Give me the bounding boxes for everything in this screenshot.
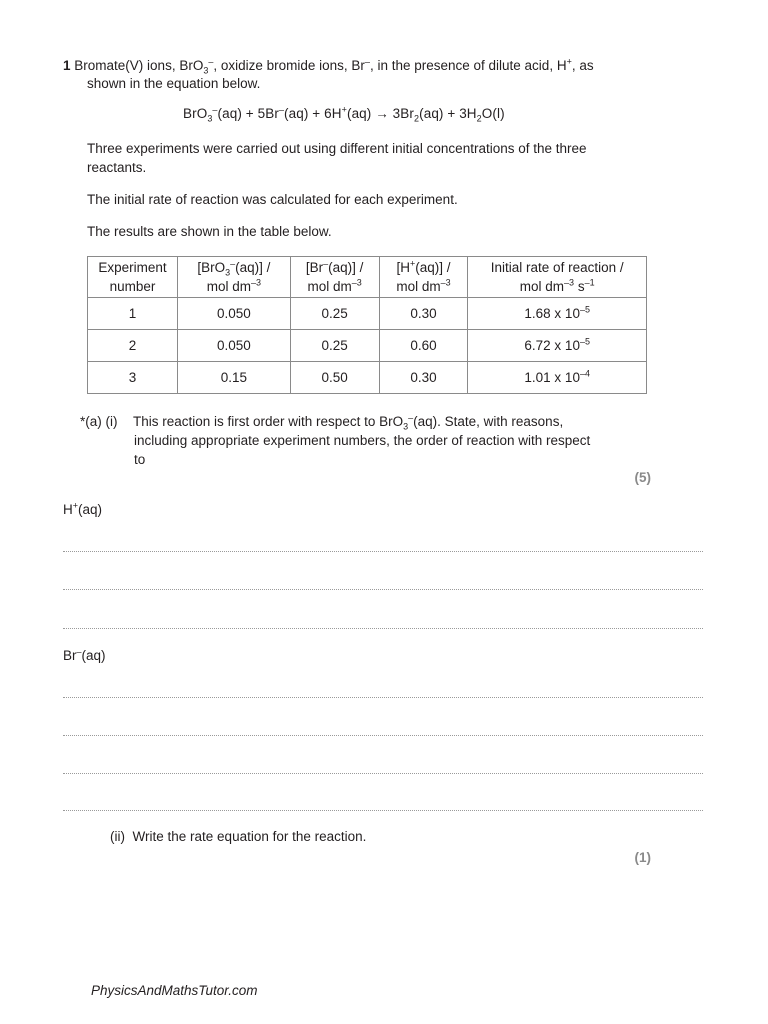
header-bro3: [BrO$_3$–(aq)] / mol $dm^{-3}$ bbox=[177, 257, 290, 298]
cell-exp: 2 bbox=[88, 330, 178, 362]
part-a-ii-question bbox=[110, 829, 366, 844]
cell-br: 0.25 bbox=[290, 298, 379, 330]
answer-line[interactable] bbox=[63, 810, 703, 811]
eq-part: (aq) → 3Br bbox=[346, 106, 414, 121]
footer-source: PhysicsAndMathsTutor.com bbox=[91, 983, 258, 998]
part-a-ii-text: Write the rate equation for the reaction. bbox=[132, 829, 367, 844]
eq-part: (aq) + 5Br bbox=[217, 106, 279, 121]
answer-line[interactable] bbox=[63, 773, 703, 774]
results-table bbox=[87, 256, 647, 394]
part-a-i-question bbox=[80, 412, 640, 469]
header-br: [Br–(aq)] / mol $dm^{-3}$ bbox=[290, 257, 379, 298]
header-h: [H+(aq)] / mol $dm^{-3}$ bbox=[379, 257, 468, 298]
answer-line[interactable] bbox=[63, 551, 703, 552]
cell-bro3: 0.050 bbox=[177, 298, 290, 330]
marks-part-ii: (1) bbox=[634, 850, 651, 865]
eq-part: BrO bbox=[183, 106, 208, 121]
chemical-equation bbox=[183, 104, 505, 124]
intro-text-1b: , oxidize bromide ions, Br bbox=[213, 58, 365, 73]
intro-sub: 3 bbox=[203, 65, 209, 76]
part-a-sup: – bbox=[408, 412, 414, 423]
paragraph-results: The results are shown in the table below. bbox=[87, 224, 332, 239]
intro-text-2: shown in the equation below. bbox=[87, 76, 261, 91]
species-h-label: H+(aq) bbox=[63, 500, 103, 517]
marks-part-a: (5) bbox=[634, 470, 651, 485]
eq-sup: – bbox=[212, 104, 218, 115]
cell-rate: 1.68 x $10^{-5}$ bbox=[468, 298, 647, 330]
question-intro bbox=[63, 57, 663, 93]
cell-br: 0.25 bbox=[290, 330, 379, 362]
eq-sub: 2 bbox=[414, 113, 420, 124]
intro-text-1c: , in the presence of dilute acid, H bbox=[369, 58, 567, 73]
eq-part: (aq) + 6H bbox=[284, 106, 342, 121]
question-number: 1 bbox=[63, 58, 71, 73]
eq-part: (aq) + 3H bbox=[419, 106, 477, 121]
cell-h: 0.60 bbox=[379, 330, 468, 362]
part-a-ii-label: (ii) bbox=[110, 829, 125, 844]
eq-sub: 3 bbox=[207, 113, 213, 124]
part-a-text-line2: including appropriate experiment numbers, the order of reaction with respect bbox=[134, 433, 591, 448]
intro-sup: – bbox=[208, 56, 214, 67]
table-row bbox=[88, 362, 647, 394]
eq-sub: 2 bbox=[476, 113, 482, 124]
header-experiment: Experiment number bbox=[88, 257, 178, 298]
cell-h: 0.30 bbox=[379, 362, 468, 394]
part-a-i-label: *(a) (i) bbox=[80, 414, 118, 429]
answer-line[interactable] bbox=[63, 697, 703, 698]
intro-text-1: Bromate(V) ions, BrO bbox=[74, 58, 204, 73]
answer-line[interactable] bbox=[63, 735, 703, 736]
eq-part: O(l) bbox=[481, 106, 505, 121]
header-rate: Initial rate of reaction / mol $dm^{-3}$ $s^{-1}$ bbox=[468, 257, 647, 298]
intro-text-1d: , as bbox=[571, 58, 594, 73]
intro-sup-3: + bbox=[566, 56, 572, 67]
cell-rate: 1.01 x $10^{-4}$ bbox=[468, 362, 647, 394]
table-row bbox=[88, 330, 647, 362]
part-a-text-line3: to bbox=[134, 452, 146, 467]
part-a-sub: 3 bbox=[403, 421, 409, 432]
cell-exp: 3 bbox=[88, 362, 178, 394]
cell-exp: 1 bbox=[88, 298, 178, 330]
cell-rate: 6.72 x $10^{-5}$ bbox=[468, 330, 647, 362]
species-br-label: Br–(aq) bbox=[63, 646, 106, 663]
cell-bro3: 0.050 bbox=[177, 330, 290, 362]
cell-bro3: 0.15 bbox=[177, 362, 290, 394]
answer-line[interactable] bbox=[63, 589, 703, 590]
paragraph-experiments: Three experiments were carried out using different initial concentrations of the three reactants. bbox=[87, 141, 587, 175]
cell-h: 0.30 bbox=[379, 298, 468, 330]
eq-sup: + bbox=[341, 104, 347, 115]
part-a-text: This reaction is first order with respect to BrO bbox=[133, 414, 404, 429]
eq-sup: – bbox=[278, 104, 285, 115]
paragraph-rate: The initial rate of reaction was calculated for each experiment. bbox=[87, 192, 458, 207]
table-header-row bbox=[88, 257, 647, 298]
table-row bbox=[88, 298, 647, 330]
answer-line[interactable] bbox=[63, 628, 703, 629]
part-a-text-b: (aq). State, with reasons, bbox=[413, 414, 564, 429]
cell-br: 0.50 bbox=[290, 362, 379, 394]
intro-sup-2: – bbox=[364, 56, 370, 67]
